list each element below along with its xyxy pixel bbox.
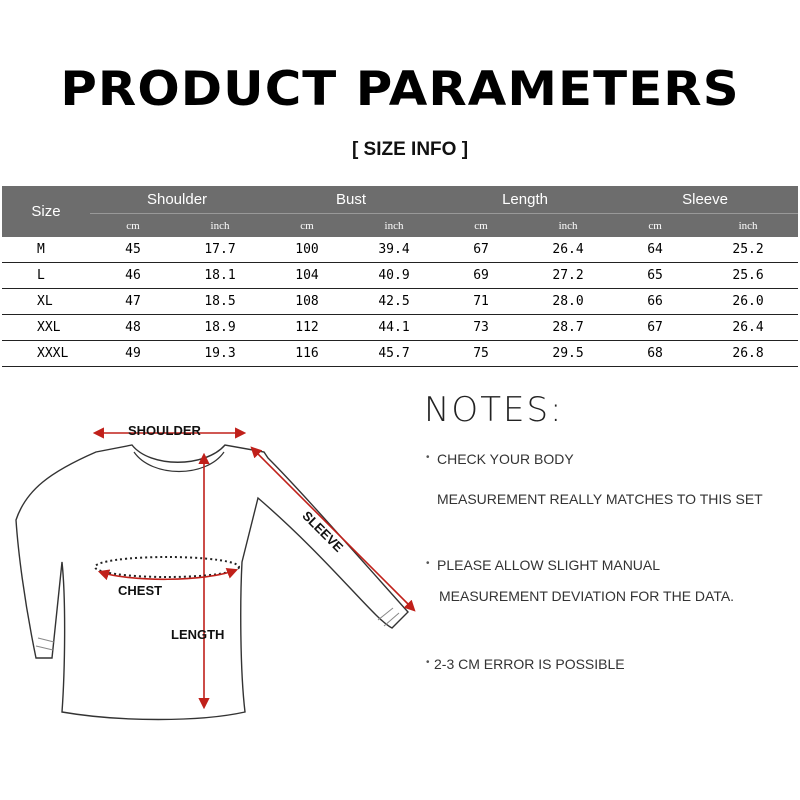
table-cell: 26.0 [698, 289, 798, 315]
table-cell: 17.7 [176, 237, 264, 263]
unit-header: cm [612, 214, 698, 238]
page-title: PRODUCT PARAMETERS [60, 62, 740, 117]
notes-title: NOTES: [424, 390, 564, 430]
shirt-cuff-left [36, 638, 54, 650]
table-cell: 71 [438, 289, 524, 315]
table-cell: 19.3 [176, 341, 264, 367]
sleeve-arrow [252, 448, 414, 610]
table-cell: 64 [612, 237, 698, 263]
table-cell: 48 [90, 315, 176, 341]
table-cell: 18.1 [176, 263, 264, 289]
table-cell: 18.5 [176, 289, 264, 315]
note-text: CHECK YOUR BODY [437, 451, 574, 467]
size-column-header: Size [2, 186, 90, 237]
unit-header: inch [524, 214, 612, 238]
table-cell: 67 [612, 315, 698, 341]
table-cell: 45 [90, 237, 176, 263]
table-row [2, 289, 798, 315]
table-cell: 25.6 [698, 263, 798, 289]
table-cell: 25.2 [698, 237, 798, 263]
table-cell: 46 [90, 263, 176, 289]
size-cell: XL [2, 289, 90, 315]
table-cell: 26.8 [698, 341, 798, 367]
unit-header: inch [698, 214, 798, 238]
table-cell: 108 [264, 289, 350, 315]
unit-header: cm [90, 214, 176, 238]
table-cell: 67 [438, 237, 524, 263]
group-header: Sleeve [612, 186, 798, 214]
shirt-outline [16, 445, 408, 720]
chest-label: CHEST [118, 583, 163, 598]
table-cell: 68 [612, 341, 698, 367]
table-cell: 73 [438, 315, 524, 341]
group-header: Shoulder [90, 186, 264, 214]
table-cell: 65 [612, 263, 698, 289]
page-subtitle: [ SIZE INFO ] [351, 139, 469, 160]
table-row [2, 315, 798, 341]
bullet-icon: • [426, 657, 430, 668]
size-cell: XXXL [2, 341, 90, 367]
table-cell: 75 [438, 341, 524, 367]
table-cell: 116 [264, 341, 350, 367]
table-cell: 29.5 [524, 341, 612, 367]
unit-header: cm [264, 214, 350, 238]
table-cell: 66 [612, 289, 698, 315]
table-cell: 28.0 [524, 289, 612, 315]
unit-header: cm [438, 214, 524, 238]
size-cell: L [2, 263, 90, 289]
table-cell: 49 [90, 341, 176, 367]
table-cell: 18.9 [176, 315, 264, 341]
shirt-diagram [0, 400, 430, 730]
length-label: LENGTH [171, 627, 225, 642]
table-cell: 47 [90, 289, 176, 315]
table-cell: 26.4 [698, 315, 798, 341]
unit-header: inch [350, 214, 438, 238]
table-cell: 26.4 [524, 237, 612, 263]
chest-measure [95, 557, 239, 577]
bullet-icon: • [426, 558, 430, 569]
table-cell: 45.7 [350, 341, 438, 367]
note-text: MEASUREMENT REALLY MATCHES TO THIS SET [437, 491, 763, 507]
table-cell: 40.9 [350, 263, 438, 289]
table-row [2, 263, 798, 289]
table-cell: 104 [264, 263, 350, 289]
table-cell: 27.2 [524, 263, 612, 289]
table-row [2, 341, 798, 367]
table-cell: 42.5 [350, 289, 438, 315]
note-text: MEASUREMENT DEVIATION FOR THE DATA. [439, 588, 735, 604]
table-cell: 39.4 [350, 237, 438, 263]
note-text: 2-3 CM ERROR IS POSSIBLE [434, 656, 625, 672]
size-table [2, 186, 798, 367]
group-header: Length [438, 186, 612, 214]
group-header: Bust [264, 186, 438, 214]
unit-header: inch [176, 214, 264, 238]
table-cell: 69 [438, 263, 524, 289]
note-text: PLEASE ALLOW SLIGHT MANUAL [437, 557, 661, 573]
shoulder-label: SHOULDER [128, 423, 201, 438]
table-cell: 28.7 [524, 315, 612, 341]
sleeve-label: SLEEVE [299, 508, 347, 555]
table-cell: 112 [264, 315, 350, 341]
size-cell: M [2, 237, 90, 263]
size-cell: XXL [2, 315, 90, 341]
bullet-icon: • [426, 452, 430, 463]
table-cell: 100 [264, 237, 350, 263]
table-cell: 44.1 [350, 315, 438, 341]
table-row [2, 237, 798, 263]
